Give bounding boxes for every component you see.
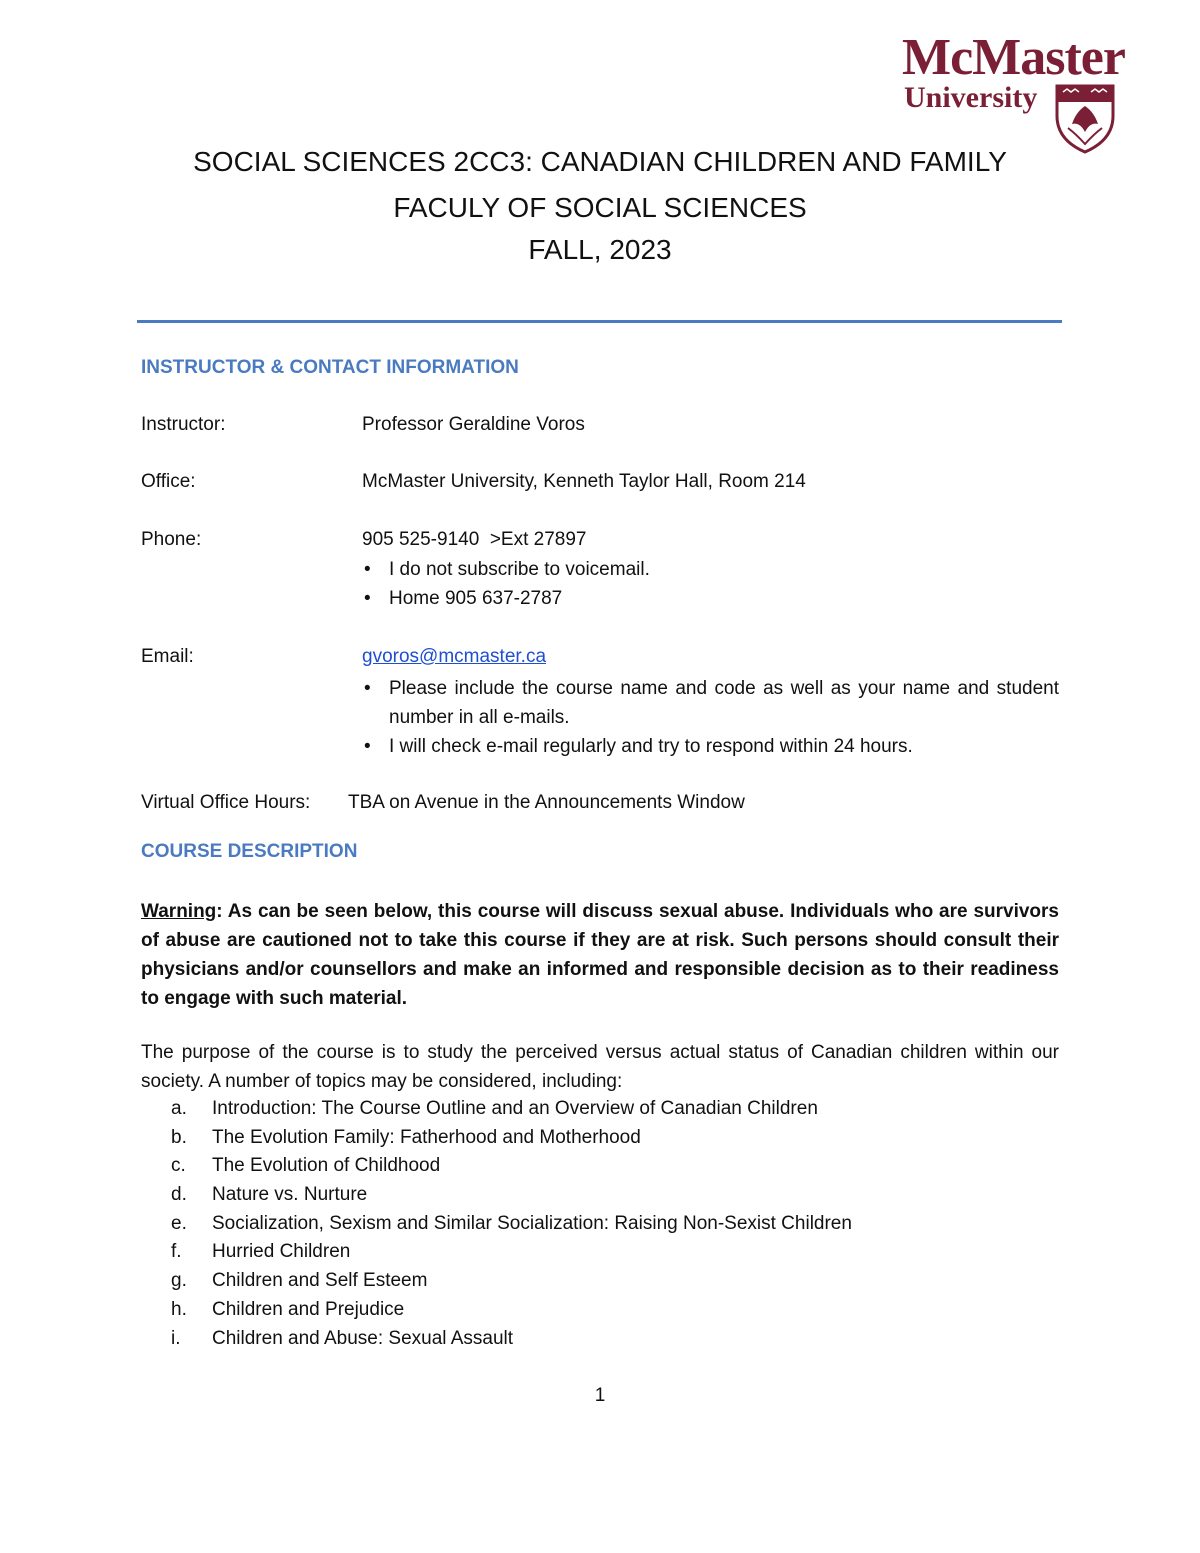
phone-label: Phone: xyxy=(141,529,202,550)
topic-marker: d. xyxy=(171,1184,187,1206)
email-label: Email: xyxy=(141,646,194,667)
list-item xyxy=(141,1210,1041,1239)
instructor-section-heading: INSTRUCTOR & CONTACT INFORMATION xyxy=(141,357,519,378)
office-value: McMaster University, Kenneth Taylor Hall, Room 214 xyxy=(362,471,806,492)
office-label: Office: xyxy=(141,471,196,492)
topic-text: Introduction: The Course Outline and an Overview of Canadian Children xyxy=(212,1098,818,1119)
topic-marker: c. xyxy=(171,1155,186,1177)
list-item xyxy=(141,1238,1041,1267)
warning-text: : As can be seen below, this course will discuss sexual abuse. Individuals who are survivors of abuse are cautioned not to take this course if they are at risk. Such persons should consult their physicians and/or counsellors and make an informed and responsible decision as to their readiness to engage with such material. xyxy=(141,901,1059,1009)
mcmaster-logo xyxy=(894,29,1125,154)
topic-text: Children and Self Esteem xyxy=(212,1270,428,1292)
warning-paragraph xyxy=(141,897,1059,1013)
topic-text: Children and Prejudice xyxy=(212,1298,405,1320)
list-item xyxy=(141,1181,1041,1210)
topic-text: Children and Abuse: Sexual Assault xyxy=(212,1327,514,1349)
logo-wordmark-line2: University xyxy=(904,81,1038,114)
topic-marker: a. xyxy=(171,1098,187,1119)
crest-icon xyxy=(1054,82,1116,154)
list-item xyxy=(141,1267,1041,1296)
list-item: • Home 905 637-2787 xyxy=(362,584,1062,613)
term-title: FALL, 2023 xyxy=(528,234,672,265)
phone-value: 905 525-9140 >Ext 27897 xyxy=(362,529,587,550)
logo-wordmark-line1: McMaster xyxy=(902,29,1125,86)
list-item xyxy=(141,1124,1041,1153)
course-title: SOCIAL SCIENCES 2CC3: CANADIAN CHILDREN AND FAMILY xyxy=(193,146,1007,177)
purpose-paragraph: The purpose of the course is to study the perceived versus actual status of Canadian children within our society. A number of topics may be considered, including: xyxy=(141,1042,1059,1092)
topic-marker: f. xyxy=(171,1241,182,1263)
email-link[interactable]: gvoros@mcmaster.ca xyxy=(362,646,547,667)
instructor-label: Instructor: xyxy=(141,414,226,435)
topic-marker: i. xyxy=(171,1327,181,1349)
list-item: • Please include the course name and code as well as your name and student number in all e-mails. xyxy=(362,674,1059,732)
topic-text: Hurried Children xyxy=(212,1241,351,1263)
list-item xyxy=(141,1296,1041,1325)
topic-marker: b. xyxy=(171,1126,187,1148)
list-item: • I will check e-mail regularly and try to respond within 24 hours. xyxy=(362,732,1059,761)
phone-notes xyxy=(362,555,1062,613)
topic-marker: g. xyxy=(171,1270,187,1292)
topics-list xyxy=(141,1095,1041,1353)
email-notes xyxy=(362,674,1059,761)
topic-text: Socialization, Sexism and Similar Socialization: Raising Non-Sexist Children xyxy=(212,1212,852,1234)
topic-text: The Evolution Family: Fatherhood and Motherhood xyxy=(212,1126,641,1148)
list-item xyxy=(141,1325,1041,1354)
topic-marker: e. xyxy=(171,1212,187,1234)
instructor-value: Professor Geraldine Voros xyxy=(362,414,585,435)
office-hours-label: Virtual Office Hours: xyxy=(141,792,311,813)
list-item xyxy=(141,1095,1041,1124)
warning-label: Warning xyxy=(141,901,217,922)
list-item xyxy=(141,1152,1041,1181)
page-number: 1 xyxy=(594,1385,606,1406)
topic-text: The Evolution of Childhood xyxy=(212,1155,441,1177)
topic-marker: h. xyxy=(171,1298,187,1320)
office-hours-value: TBA on Avenue in the Announcements Window xyxy=(348,792,745,813)
faculty-title: FACULY OF SOCIAL SCIENCES xyxy=(393,192,807,223)
list-item: • I do not subscribe to voicemail. xyxy=(362,555,1062,584)
header-divider xyxy=(137,320,1062,323)
topic-text: Nature vs. Nurture xyxy=(212,1184,368,1206)
course-description-heading: COURSE DESCRIPTION xyxy=(141,841,358,862)
